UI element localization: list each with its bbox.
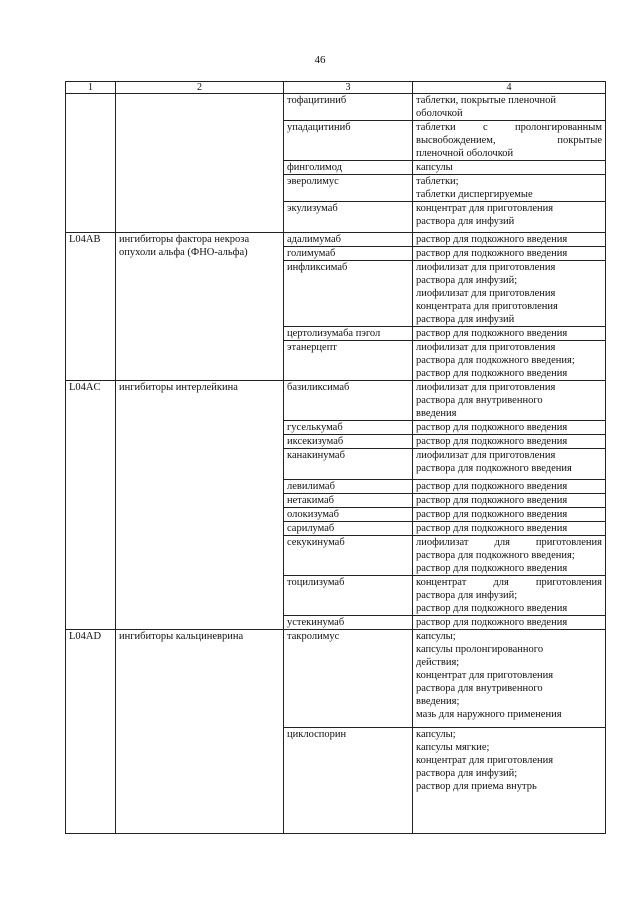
dosage-form-line: раствор для подкожного введения xyxy=(416,436,568,447)
dosage-forms xyxy=(413,381,606,421)
dosage-form-line: концентрат для приготовления xyxy=(416,577,602,588)
dosage-form-line: капсулы; xyxy=(416,631,456,642)
dosage-forms xyxy=(413,435,606,449)
group-name: ингибиторы интерлейкина xyxy=(116,381,284,630)
dosage-form-line: раствор для подкожного введения xyxy=(416,368,568,379)
drug-name: нетакимаб xyxy=(284,494,413,508)
dosage-forms xyxy=(413,449,606,480)
dosage-form-line: лиофилизат для приготовления xyxy=(416,382,556,393)
drug-name: тоцилизумаб xyxy=(284,576,413,616)
drug-name: базиликсимаб xyxy=(284,381,413,421)
drug-name: канакинумаб xyxy=(284,449,413,480)
drug-name: секукинумаб xyxy=(284,536,413,576)
dosage-form-line: раствор для подкожного введения xyxy=(416,234,568,245)
atc-code: L04AC xyxy=(66,381,116,630)
drug-name: левилимаб xyxy=(284,480,413,494)
dosage-form-line: раствор для приема внутрь xyxy=(416,781,537,792)
dosage-forms xyxy=(413,327,606,341)
dosage-forms xyxy=(413,261,606,327)
dosage-form-line: раствор для подкожного введения xyxy=(416,617,568,628)
column-header: 3 xyxy=(284,82,413,94)
dosage-form-line: раствора для инфузий; xyxy=(416,768,518,779)
dosage-form-line: действия; xyxy=(416,657,460,668)
column-header: 2 xyxy=(116,82,284,94)
dosage-form-line: таблетки диспергируемые xyxy=(416,189,533,200)
drug-table xyxy=(65,81,606,834)
dosage-forms xyxy=(413,233,606,247)
drug-name: тофацитиниб xyxy=(284,94,413,121)
dosage-form-line: введения xyxy=(416,408,457,419)
dosage-form-line: раствор для подкожного введения xyxy=(416,563,568,574)
dosage-form-line: введения; xyxy=(416,696,460,707)
dosage-form-line: раствор для подкожного введения xyxy=(416,481,568,492)
dosage-form-line: лиофилизат для приготовления xyxy=(416,450,556,461)
dosage-form-line: оболочкой xyxy=(416,108,463,119)
dosage-forms xyxy=(413,508,606,522)
dosage-forms xyxy=(413,202,606,233)
atc-code: L04AD xyxy=(66,630,116,834)
dosage-form-line: капсулы пролонгированного xyxy=(416,644,544,655)
dosage-forms xyxy=(413,121,606,161)
dosage-forms xyxy=(413,728,606,834)
table-row xyxy=(66,233,606,247)
dosage-form-line: таблетки, покрытые пленочной xyxy=(416,95,557,106)
dosage-form-line: лиофилизат для приготовления xyxy=(416,537,602,548)
dosage-form-line: пленочной оболочкой xyxy=(416,148,514,159)
drug-name: экулизумаб xyxy=(284,202,413,233)
dosage-forms xyxy=(413,421,606,435)
dosage-form-line: раствор для подкожного введения xyxy=(416,523,568,534)
dosage-forms xyxy=(413,494,606,508)
drug-name: цертолизумаба пэгол xyxy=(284,327,413,341)
table-row xyxy=(66,381,606,421)
dosage-form-line: капсулы мягкие; xyxy=(416,742,490,753)
dosage-form-line: раствора для инфузий xyxy=(416,216,515,227)
dosage-forms xyxy=(413,630,606,728)
dosage-form-line: концентрат для приготовления xyxy=(416,755,554,766)
dosage-forms xyxy=(413,576,606,616)
group-name: ингибиторы кальциневрина xyxy=(116,630,284,834)
dosage-form-line: раствор для подкожного введения xyxy=(416,248,568,259)
dosage-form-line: раствор для подкожного введения xyxy=(416,328,568,339)
dosage-form-line: раствора для внутривенного xyxy=(416,395,543,406)
dosage-form-line: раствор для подкожного введения xyxy=(416,422,568,433)
dosage-forms xyxy=(413,94,606,121)
drug-name: олокизумаб xyxy=(284,508,413,522)
atc-code: L04AB xyxy=(66,233,116,381)
dosage-forms xyxy=(413,175,606,202)
dosage-form-line: раствор для подкожного введения xyxy=(416,495,568,506)
drug-name: финголимод xyxy=(284,161,413,175)
dosage-form-line: раствора для подкожного введения xyxy=(416,463,572,474)
dosage-form-line: лиофилизат для приготовления xyxy=(416,342,556,353)
dosage-form-line: капсулы xyxy=(416,162,453,173)
dosage-form-line: раствор для подкожного введения xyxy=(416,603,568,614)
dosage-forms xyxy=(413,480,606,494)
dosage-forms xyxy=(413,522,606,536)
drug-name: адалимумаб xyxy=(284,233,413,247)
dosage-form-line: раствор для подкожного введения xyxy=(416,509,568,520)
table-row xyxy=(66,94,606,121)
table-row xyxy=(66,630,606,728)
atc-code xyxy=(66,94,116,233)
group-name: ингибиторы фактора некроза опухоли альфа (ФНО-альфа) xyxy=(116,233,284,381)
drug-name: этанерцепт xyxy=(284,341,413,381)
dosage-form-line: концентрат для приготовления xyxy=(416,203,554,214)
drug-name: голимумаб xyxy=(284,247,413,261)
dosage-form-line: раствора для инфузий xyxy=(416,314,515,325)
dosage-form-line: лиофилизат для приготовления xyxy=(416,262,556,273)
dosage-form-line: таблетки; xyxy=(416,176,459,187)
drug-name: гуселькумаб xyxy=(284,421,413,435)
dosage-forms xyxy=(413,536,606,576)
drug-name: иксекизумаб xyxy=(284,435,413,449)
dosage-form-line: раствора для внутривенного xyxy=(416,683,543,694)
dosage-form-line: мазь для наружного применения xyxy=(416,709,562,720)
drug-name: инфликсимаб xyxy=(284,261,413,327)
dosage-form-line: концентрат для приготовления xyxy=(416,670,554,681)
dosage-forms xyxy=(413,247,606,261)
dosage-forms xyxy=(413,341,606,381)
column-header: 1 xyxy=(66,82,116,94)
drug-name: сарилумаб xyxy=(284,522,413,536)
group-name xyxy=(116,94,284,233)
drug-table-body xyxy=(66,82,606,834)
drug-name: такролимус xyxy=(284,630,413,728)
dosage-form-line: раствора для подкожного введения; xyxy=(416,550,575,561)
drug-name: упадацитиниб xyxy=(284,121,413,161)
header-row xyxy=(66,82,606,94)
dosage-form-line: капсулы; xyxy=(416,729,456,740)
dosage-form-line: концентрата для приготовления xyxy=(416,301,558,312)
dosage-form-line: таблетки с пролонгированным xyxy=(416,122,602,133)
dosage-form-line: раствора для инфузий; xyxy=(416,275,518,286)
dosage-form-line: высвобождением, покрытые xyxy=(416,135,602,146)
drug-name: эверолимус xyxy=(284,175,413,202)
drug-name: циклоспорин xyxy=(284,728,413,834)
dosage-forms xyxy=(413,616,606,630)
dosage-form-line: раствора для инфузий; xyxy=(416,590,518,601)
page-number: 46 xyxy=(314,54,326,66)
dosage-form-line: лиофилизат для приготовления xyxy=(416,288,556,299)
dosage-forms xyxy=(413,161,606,175)
drug-name: устекинумаб xyxy=(284,616,413,630)
column-header: 4 xyxy=(413,82,606,94)
dosage-form-line: раствора для подкожного введения; xyxy=(416,355,575,366)
